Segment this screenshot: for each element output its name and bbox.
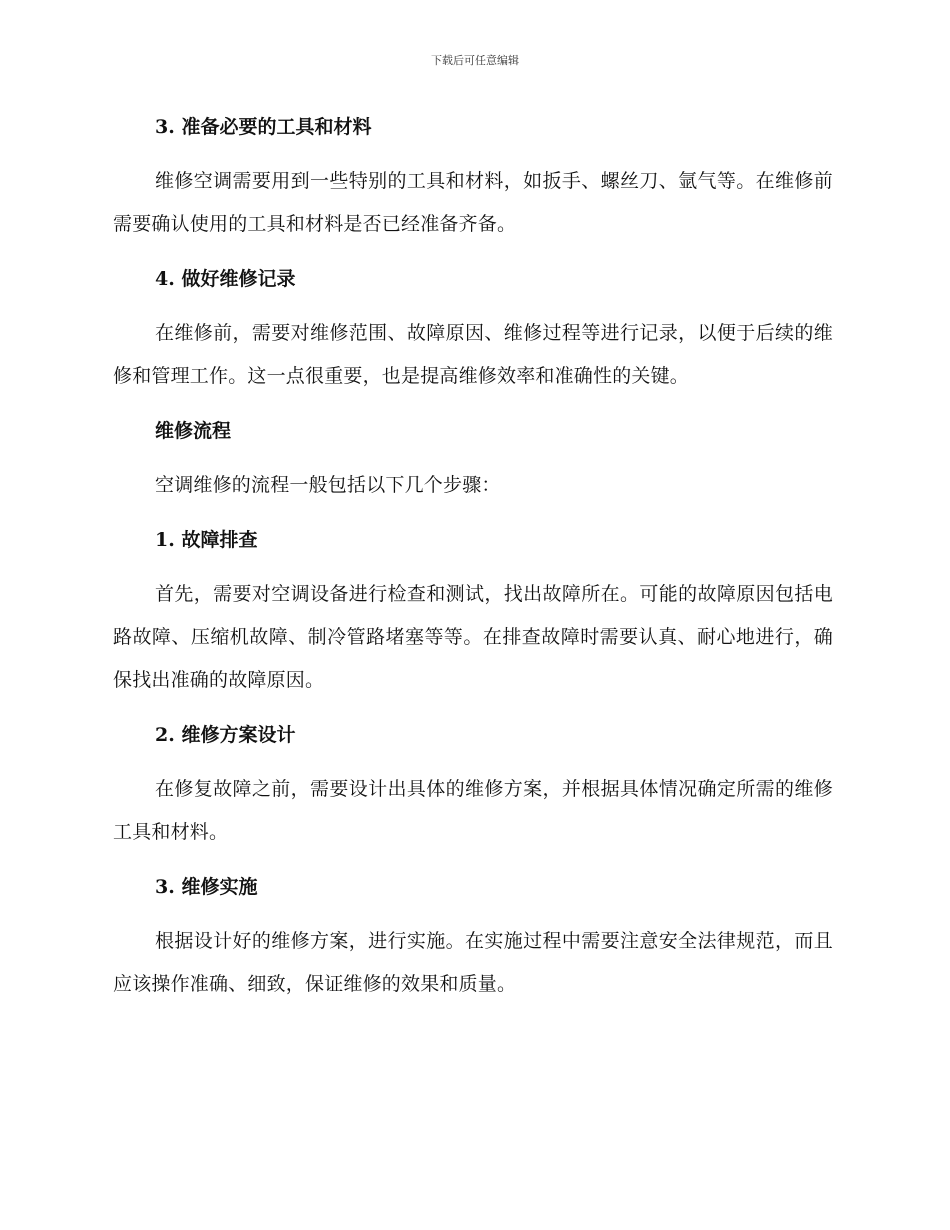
section-paragraph-repair-plan: 在修复故障之前，需要设计出具体的维修方案，并根据具体情况确定所需的维修工具和材料。 [113,778,833,843]
section-paragraph-repair-process: 空调维修的流程一般包括以下几个步骤： [155,474,501,496]
section-paragraph-repair-implementation: 根据设计好的维修方案，进行实施。在实施过程中需要注意安全法律规范，而且应该操作准确、细致，保证维修的效果和质量。 [113,930,833,995]
section-heading-prepare-tools: 3. 准备必要的工具和材料 [155,116,372,138]
section-paragraph-repair-record: 在维修前，需要对维修范围、故障原因、维修过程等进行记录，以便于后续的维修和管理工作。这一点很重要，也是提高维修效率和准确性的关键。 [113,322,833,387]
document-body [113,108,833,1006]
page-header: 下载后可任意编辑 [431,54,519,67]
section-paragraph-fault-diagnosis: 首先，需要对空调设备进行检查和测试，找出故障所在。可能的故障原因包括电路故障、压缩机故障、制冷管路堵塞等等。在排查故障时需要认真、耐心地进行，确保找出准确的故障原因。 [113,583,833,691]
section-heading-repair-plan: 2. 维修方案设计 [155,724,296,746]
section-heading-repair-record: 4. 做好维修记录 [155,268,296,290]
section-heading-repair-implementation: 3. 维修实施 [155,876,258,898]
section-paragraph-prepare-tools: 维修空调需要用到一些特别的工具和材料，如扳手、螺丝刀、氩气等。在维修前需要确认使用的工具和材料是否已经准备齐备。 [113,170,833,235]
section-heading-fault-diagnosis: 1. 故障排查 [155,529,258,551]
section-heading-repair-process: 维修流程 [155,420,232,442]
